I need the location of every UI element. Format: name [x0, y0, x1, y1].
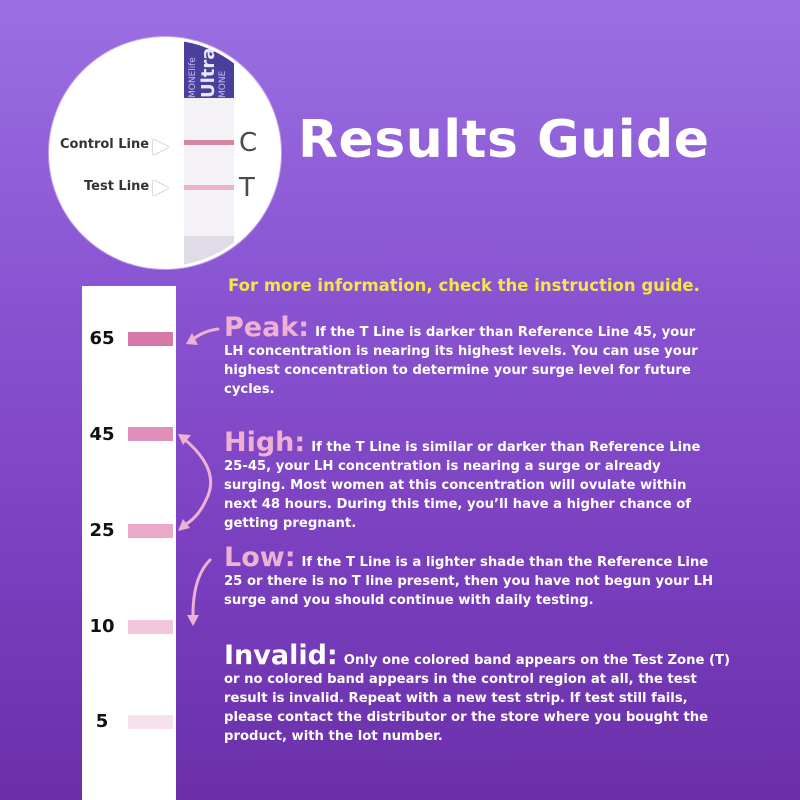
control-line-arrow-icon: [153, 139, 169, 155]
reference-band-5: [128, 715, 173, 729]
reference-band-65: [128, 332, 173, 346]
control-line-label: Control Line: [60, 137, 150, 152]
invalid-heading: Invalid:: [224, 640, 338, 671]
peak-description: If the T Line is darker than Reference Line 45, your LH concentration is nearing its highest levels. You can use your highest concentration to determine your surge level for future cycles.: [224, 325, 698, 397]
high-section: [224, 427, 724, 533]
reference-label-25: 25: [89, 520, 115, 541]
strip-bottom: [184, 236, 234, 269]
reference-label-5: 5: [95, 711, 109, 732]
test-line-arrow-icon: [153, 180, 169, 196]
strip-brand-header: [184, 40, 234, 98]
magnified-test-strip: [49, 37, 281, 269]
low-description: If the T Line is a lighter shade than the Reference Line 25 or there is no T line present, then you have not begun your LH surge and you should continue with daily testing.: [224, 555, 714, 608]
peak-section: [224, 312, 704, 399]
high-heading: High:: [224, 427, 306, 458]
invalid-description: Only one colored band appears on the Test Zone (T) or no colored band appears in the control region at all, the test result is invalid. Repeat with a new test strip. If test still fails, please contact the distributor or the store where you bought the product, with the lot number.: [224, 653, 731, 744]
reference-label-65: 65: [89, 328, 115, 349]
high-bracket-arrow-icon: [183, 438, 211, 526]
reference-label-10: 10: [89, 616, 115, 637]
reference-band-45: [128, 427, 173, 441]
invalid-section: [224, 640, 734, 746]
low-section: [224, 542, 724, 610]
strip-brand-logo-text: Ultra: [198, 47, 219, 98]
peak-arrow-icon: [192, 329, 218, 340]
test-line-label: Test Line: [84, 179, 150, 194]
low-arrow-icon: [193, 560, 210, 620]
page-title: Results Guide: [298, 110, 710, 170]
reference-band-25: [128, 524, 173, 538]
strip-brand-small-text-2: MONE: [218, 70, 228, 98]
high-arrowhead-top-icon: [178, 434, 191, 445]
instruction-note: For more information, check the instruction guide.: [228, 276, 700, 295]
peak-arrowhead-icon: [186, 333, 198, 345]
reference-label-45: 45: [89, 424, 115, 445]
low-arrowhead-icon: [187, 615, 199, 626]
low-heading: Low:: [224, 542, 296, 573]
control-letter: C: [239, 128, 258, 158]
control-line-band: [184, 140, 234, 145]
high-description: If the T Line is similar or darker than Reference Line 25-45, your LH concentration is nearing a surge or already surging. Most women at this concentration will ovulate within next 48 hours. During this time, you’ll have a higher chance of getting pregnant.: [224, 440, 701, 531]
reference-strip: [82, 286, 176, 800]
peak-heading: Peak:: [224, 312, 310, 343]
high-arrowhead-bottom-icon: [178, 519, 190, 531]
test-line-band: [184, 185, 234, 190]
test-strip-closeup: [184, 40, 234, 269]
strip-brand-small-text: MONElife: [188, 57, 198, 98]
reference-band-10: [128, 620, 173, 634]
test-letter: T: [239, 173, 255, 203]
